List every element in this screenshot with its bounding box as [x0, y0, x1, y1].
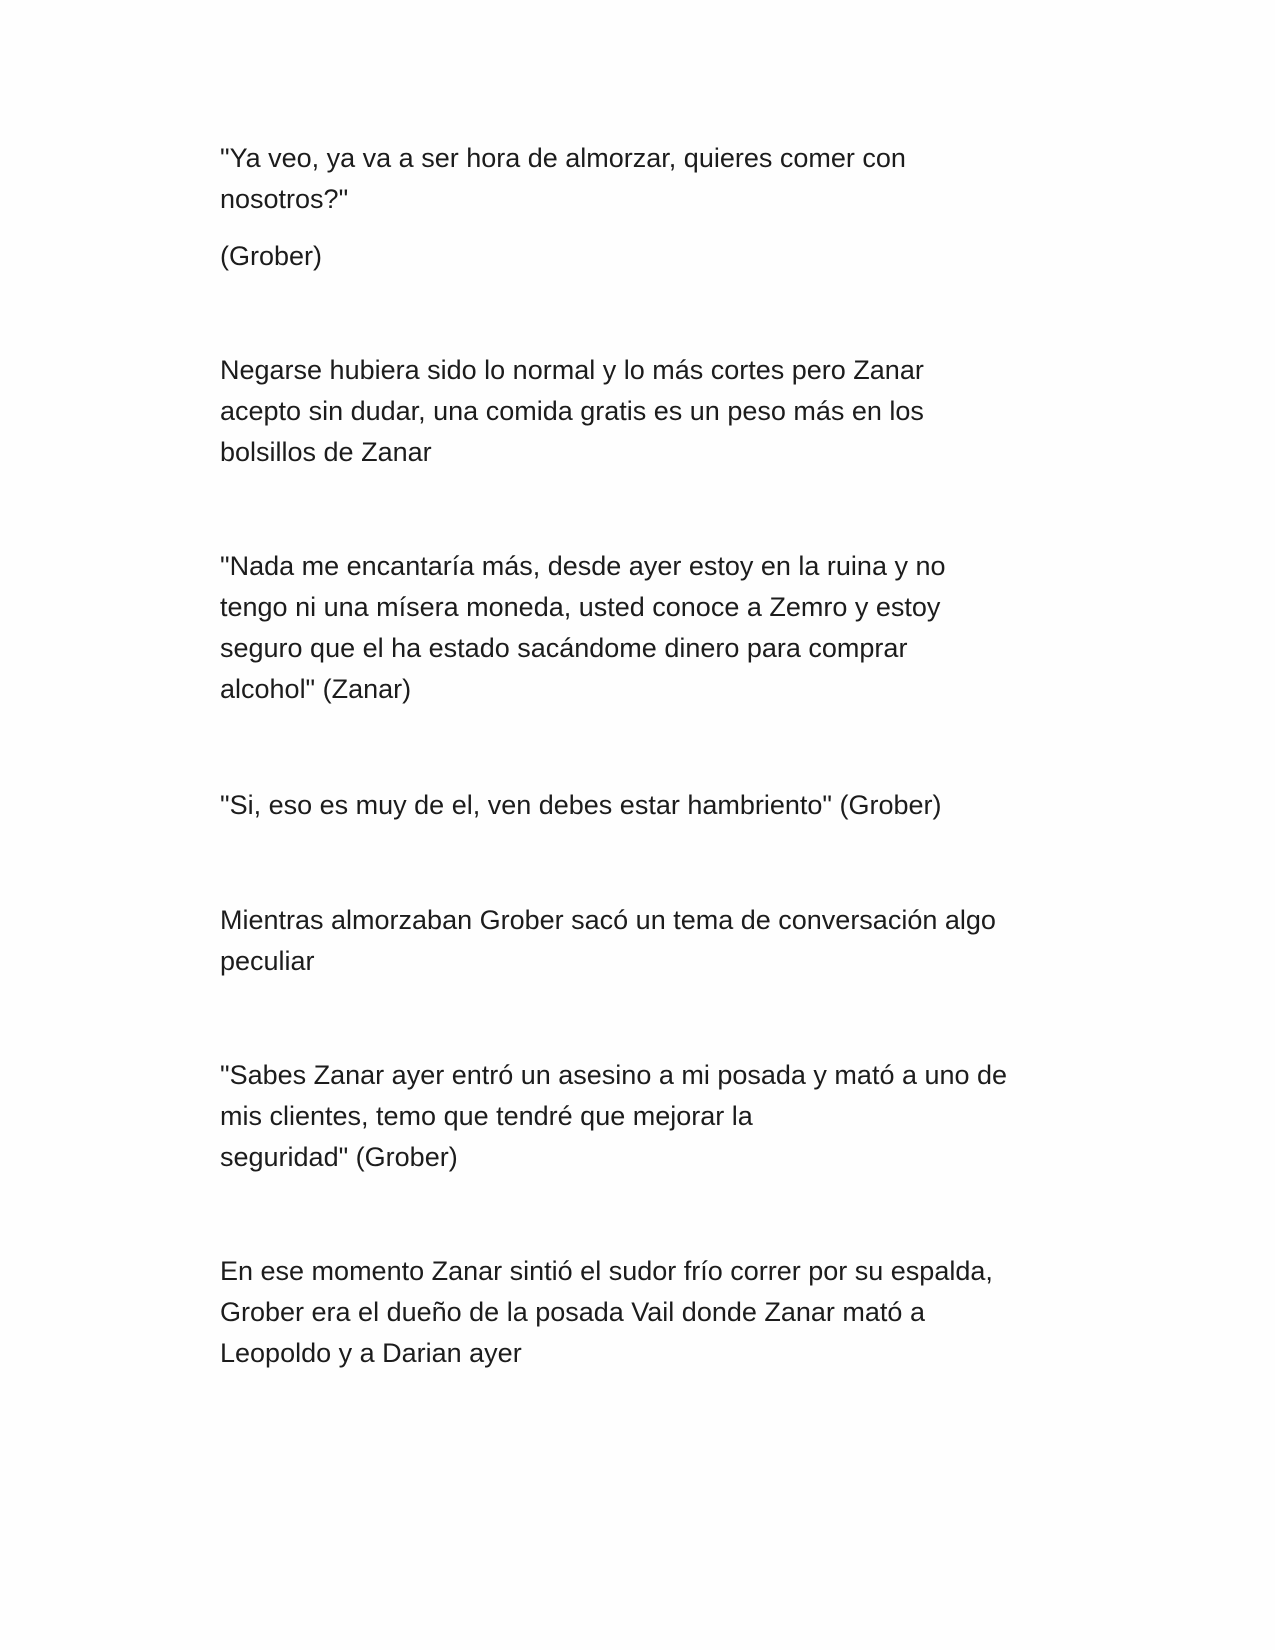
paragraph-narration-cold-sweat: En ese momento Zanar sintió el sudor frío correr por su espalda, Grober era el dueño de la posada Vail donde Zanar mató a Leopoldo y a Darian ayer	[220, 1256, 993, 1368]
paragraph-dialogue-grober-reply: "Si, eso es muy de el, ven debes estar hambriento" (Grober)	[220, 790, 942, 820]
paragraph-dialogue-invitation: "Ya veo, ya va a ser hora de almorzar, quieres comer con nosotros?"	[220, 143, 906, 214]
paragraph-dialogue-assassin: "Sabes Zanar ayer entró un asesino a mi posada y mató a uno de mis clientes, temo que tendré que mejorar la seguridad" (Grober)	[220, 1060, 1008, 1172]
paragraph-dialogue-zanar: "Nada me encantaría más, desde ayer estoy en la ruina y no tengo ni una mísera moneda, usted conoce a Zemro y estoy seguro que el ha estado sacándome dinero para comprar alcohol" (Zanar)	[220, 551, 946, 704]
paragraph-speaker-grober: (Grober)	[220, 241, 323, 271]
paragraph-narration-lunch: Mientras almorzaban Grober sacó un tema de conversación algo peculiar	[220, 905, 996, 976]
paragraph-narration-acceptance: Negarse hubiera sido lo normal y lo más cortes pero Zanar acepto sin dudar, una comida gratis es un peso más en los bolsillos de Zanar	[220, 355, 924, 467]
